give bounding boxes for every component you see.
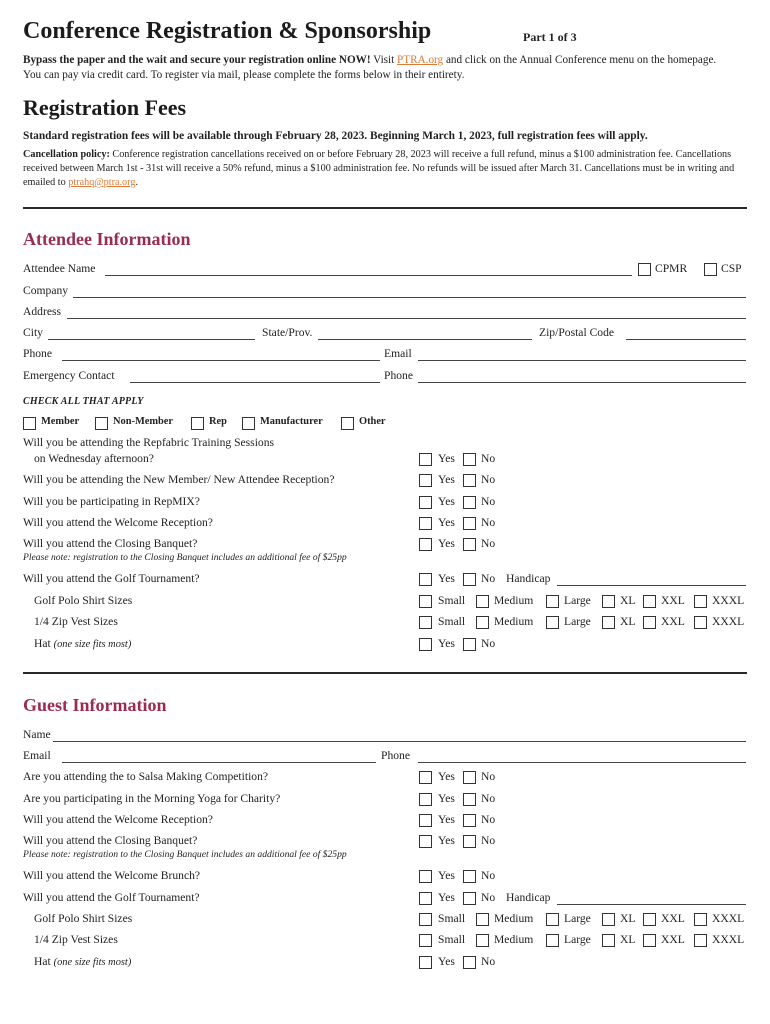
ptra-link[interactable]: PTRA.org bbox=[397, 54, 444, 66]
address-field[interactable] bbox=[67, 318, 746, 319]
cancel-end: . bbox=[135, 177, 139, 188]
vest-size-large-checkbox[interactable] bbox=[546, 616, 559, 629]
q-new-member-reception: Will you be attending the New Member/ New Attendee Reception? bbox=[23, 473, 335, 486]
q-yoga: Are you participating in the Morning Yoga for Charity? bbox=[23, 792, 281, 805]
q-guest-golf: Will you attend the Golf Tournament? bbox=[23, 891, 200, 904]
guest-closing-banquet-no-checkbox[interactable] bbox=[463, 835, 476, 848]
guest-hat-note: (one size fits most) bbox=[53, 957, 132, 968]
polo-size-medium-checkbox[interactable] bbox=[476, 595, 489, 608]
guest-polo-size-medium-checkbox[interactable] bbox=[476, 913, 489, 926]
guest-yoga-yes-checkbox[interactable] bbox=[419, 793, 432, 806]
guest-welcome-brunch-no-label: No bbox=[481, 869, 496, 882]
guest-vest-size-medium-checkbox[interactable] bbox=[476, 934, 489, 947]
golf-no-label: No bbox=[481, 572, 496, 585]
hat-yes-checkbox[interactable] bbox=[419, 638, 432, 651]
intro-text2: and click on the Annual Conference menu on the homepage. bbox=[443, 54, 717, 66]
city-field[interactable] bbox=[48, 339, 255, 340]
polo-size-small-label: Small bbox=[438, 594, 466, 607]
guest-closing-banquet-yes-label: Yes bbox=[438, 834, 455, 847]
manufacturer-label: Manufacturer bbox=[260, 416, 323, 427]
vest-size-medium-checkbox[interactable] bbox=[476, 616, 489, 629]
guest-yoga-yes-label: Yes bbox=[438, 792, 455, 805]
non-member-checkbox[interactable] bbox=[95, 417, 108, 430]
training-yes-label: Yes bbox=[438, 452, 455, 465]
guest-welcome-reception-no-label: No bbox=[481, 813, 496, 826]
guest-salsa-no-checkbox[interactable] bbox=[463, 771, 476, 784]
vest-size-xxl-checkbox[interactable] bbox=[643, 616, 656, 629]
guest-polo-size-xxxl-checkbox[interactable] bbox=[694, 913, 707, 926]
vest-size-xxl-label: XXL bbox=[661, 615, 685, 628]
form-title: Conference Registration & Sponsorship bbox=[23, 18, 432, 44]
hat-yes-label: Yes bbox=[438, 637, 455, 650]
vest-sizes-label: 1/4 Zip Vest Sizes bbox=[34, 615, 118, 628]
hat-no-label: No bbox=[481, 637, 496, 650]
cancel-email-link[interactable]: ptrahq@ptra.org bbox=[68, 177, 136, 188]
zip-field[interactable] bbox=[626, 339, 746, 340]
manufacturer-checkbox[interactable] bbox=[242, 417, 255, 430]
state-field[interactable] bbox=[318, 339, 532, 340]
polo-size-xl-label: XL bbox=[620, 594, 636, 607]
polo-size-xxxl-checkbox[interactable] bbox=[694, 595, 707, 608]
member-checkbox[interactable] bbox=[23, 417, 36, 430]
check-all-heading: CHECK ALL THAT APPLY bbox=[23, 396, 144, 407]
polo-size-xl-checkbox[interactable] bbox=[602, 595, 615, 608]
guest-polo-size-large-checkbox[interactable] bbox=[546, 913, 559, 926]
hat-note: (one size fits most) bbox=[53, 639, 132, 650]
guest-polo-size-small-label: Small bbox=[438, 912, 466, 925]
guest-welcome-brunch-yes-label: Yes bbox=[438, 869, 455, 882]
intro-bold: Bypass the paper and the wait and secure your registration online NOW! bbox=[23, 54, 371, 66]
q-welcome-reception: Will you attend the Welcome Reception? bbox=[23, 516, 213, 529]
guest-welcome-reception-yes-label: Yes bbox=[438, 813, 455, 826]
q-welcome-brunch: Will you attend the Welcome Brunch? bbox=[23, 869, 201, 882]
closing-banquet-no-checkbox[interactable] bbox=[463, 538, 476, 551]
guest-hat-label bbox=[34, 955, 131, 968]
vest-size-xl-label: XL bbox=[620, 615, 636, 628]
guest-polo-size-medium-label: Medium bbox=[494, 912, 534, 925]
intro-text1: Visit bbox=[370, 54, 398, 66]
vest-size-medium-label: Medium bbox=[494, 615, 534, 628]
guest-welcome-brunch-yes-checkbox[interactable] bbox=[419, 870, 432, 883]
guest-vest-size-large-label: Large bbox=[564, 933, 591, 946]
guest-vest-size-xl-checkbox[interactable] bbox=[602, 934, 615, 947]
intro-text bbox=[23, 53, 758, 83]
guest-welcome-reception-no-checkbox[interactable] bbox=[463, 814, 476, 827]
q-repmix: Will you be participating in RepMIX? bbox=[23, 495, 200, 508]
guest-salsa-no-label: No bbox=[481, 770, 496, 783]
guest-golf-yes-label: Yes bbox=[438, 891, 455, 904]
guest-polo-size-xl-label: XL bbox=[620, 912, 636, 925]
address-label: Address bbox=[23, 305, 61, 318]
fees-heading: Registration Fees bbox=[23, 95, 187, 120]
guest-hat-text: Hat bbox=[34, 955, 54, 968]
guest-polo-size-xxl-label: XXL bbox=[661, 912, 685, 925]
guest-vest-size-small-label: Small bbox=[438, 933, 466, 946]
golf-no-checkbox[interactable] bbox=[463, 573, 476, 586]
email-label: Email bbox=[384, 347, 412, 360]
company-label: Company bbox=[23, 284, 69, 297]
polo-sizes-label: Golf Polo Shirt Sizes bbox=[34, 594, 133, 607]
guest-email-label: Email bbox=[23, 749, 51, 762]
guest-golf-no-checkbox[interactable] bbox=[463, 892, 476, 905]
polo-size-xxl-label: XXL bbox=[661, 594, 685, 607]
new-member-reception-no-checkbox[interactable] bbox=[463, 474, 476, 487]
other-checkbox[interactable] bbox=[341, 417, 354, 430]
emergency-phone-field[interactable] bbox=[418, 382, 746, 383]
guest-golf-yes-checkbox[interactable] bbox=[419, 892, 432, 905]
banquet-note: Please note: registration to the Closing Banquet includes an additional fee of $25pp bbox=[23, 552, 347, 563]
emergency-contact-label: Emergency Contact bbox=[23, 369, 115, 382]
guest-vest-sizes-label: 1/4 Zip Vest Sizes bbox=[34, 933, 118, 946]
attendee-name-label: Attendee Name bbox=[23, 262, 96, 275]
new-member-reception-no-label: No bbox=[481, 473, 496, 486]
new-member-reception-yes-checkbox[interactable] bbox=[419, 474, 432, 487]
phone-field[interactable] bbox=[62, 360, 380, 361]
guest-salsa-yes-label: Yes bbox=[438, 770, 455, 783]
divider bbox=[23, 672, 747, 674]
other-label: Other bbox=[359, 416, 386, 427]
guest-golf-no-label: No bbox=[481, 891, 496, 904]
guest-hat-yes-label: Yes bbox=[438, 955, 455, 968]
guest-polo-size-small-checkbox[interactable] bbox=[419, 913, 432, 926]
zip-label: Zip/Postal Code bbox=[539, 326, 615, 339]
guest-polo-sizes-label: Golf Polo Shirt Sizes bbox=[34, 912, 133, 925]
guest-hat-no-checkbox[interactable] bbox=[463, 956, 476, 969]
guest-heading: Guest Information bbox=[23, 695, 167, 715]
vest-size-xxxl-checkbox[interactable] bbox=[694, 616, 707, 629]
golf-handicap-label: Handicap bbox=[506, 572, 551, 585]
hat-label bbox=[34, 637, 131, 650]
cancellation-policy bbox=[23, 148, 743, 190]
q-training-line2: on Wednesday afternoon? bbox=[34, 452, 154, 465]
q-guest-closing-banquet: Will you attend the Closing Banquet? bbox=[23, 834, 198, 847]
emergency-contact-field[interactable] bbox=[130, 382, 380, 383]
divider bbox=[23, 207, 747, 209]
polo-size-medium-label: Medium bbox=[494, 594, 534, 607]
non-member-label: Non-Member bbox=[113, 416, 174, 427]
cpmr-checkbox[interactable] bbox=[638, 263, 651, 276]
guest-salsa-yes-checkbox[interactable] bbox=[419, 771, 432, 784]
guest-vest-size-xxl-checkbox[interactable] bbox=[643, 934, 656, 947]
training-no-label: No bbox=[481, 452, 496, 465]
guest-welcome-reception-yes-checkbox[interactable] bbox=[419, 814, 432, 827]
guest-banquet-note: Please note: registration to the Closing Banquet includes an additional fee of $25pp bbox=[23, 849, 347, 860]
attendee-heading: Attendee Information bbox=[23, 229, 191, 249]
emergency-phone-label: Phone bbox=[384, 369, 413, 382]
q-guest-welcome-reception: Will you attend the Welcome Reception? bbox=[23, 813, 213, 826]
q-closing-banquet: Will you attend the Closing Banquet? bbox=[23, 537, 198, 550]
email-field[interactable] bbox=[418, 360, 746, 361]
training-no-checkbox[interactable] bbox=[463, 453, 476, 466]
golf-handicap-field[interactable] bbox=[557, 585, 746, 586]
guest-name-label: Name bbox=[23, 728, 51, 741]
vest-size-large-label: Large bbox=[564, 615, 591, 628]
rep-label: Rep bbox=[209, 416, 227, 427]
cancel-text: Conference registration cancellations received on or before February 28, 2023 will receive a full refund, minus a $100 administration fee. Cancellations received between March 1st - 31st will receive a 50% refund, minus a $100 administration fee. No refunds will be issued after March 31. Cancellations must be in writing and emailed to bbox=[23, 149, 735, 188]
guest-hat-yes-checkbox[interactable] bbox=[419, 956, 432, 969]
vest-size-small-label: Small bbox=[438, 615, 466, 628]
training-yes-checkbox[interactable] bbox=[419, 453, 432, 466]
csp-checkbox[interactable] bbox=[704, 263, 717, 276]
guest-yoga-no-checkbox[interactable] bbox=[463, 793, 476, 806]
guest-golf-handicap-field[interactable] bbox=[557, 904, 746, 905]
guest-vest-size-xl-label: XL bbox=[620, 933, 636, 946]
guest-email-field[interactable] bbox=[62, 762, 376, 763]
q-salsa: Are you attending the to Salsa Making Competition? bbox=[23, 770, 269, 783]
closing-banquet-yes-label: Yes bbox=[438, 537, 455, 550]
q-training-line1: Will you be attending the Repfabric Training Sessions bbox=[23, 436, 275, 449]
intro-line2: You can pay via credit card. To register via mail, please complete the forms below in their entirety. bbox=[23, 69, 465, 81]
guest-polo-size-large-label: Large bbox=[564, 912, 591, 925]
guest-polo-size-xxl-checkbox[interactable] bbox=[643, 913, 656, 926]
part-indicator: Part 1 of 3 bbox=[523, 30, 577, 44]
repmix-no-checkbox[interactable] bbox=[463, 496, 476, 509]
guest-phone-field[interactable] bbox=[418, 762, 746, 763]
closing-banquet-no-label: No bbox=[481, 537, 496, 550]
guest-vest-size-xxl-label: XXL bbox=[661, 933, 685, 946]
phone-label: Phone bbox=[23, 347, 52, 360]
polo-size-small-checkbox[interactable] bbox=[419, 595, 432, 608]
guest-golf-handicap-label: Handicap bbox=[506, 891, 551, 904]
guest-vest-size-xxxl-checkbox[interactable] bbox=[694, 934, 707, 947]
polo-size-large-label: Large bbox=[564, 594, 591, 607]
guest-vest-size-large-checkbox[interactable] bbox=[546, 934, 559, 947]
guest-yoga-no-label: No bbox=[481, 792, 496, 805]
guest-polo-size-xxxl-label: XXXL bbox=[712, 912, 745, 925]
guest-polo-size-xl-checkbox[interactable] bbox=[602, 913, 615, 926]
csp-label: CSP bbox=[721, 262, 742, 275]
guest-name-field[interactable] bbox=[53, 741, 746, 742]
repmix-no-label: No bbox=[481, 495, 496, 508]
guest-vest-size-xxxl-label: XXXL bbox=[712, 933, 745, 946]
rep-checkbox[interactable] bbox=[191, 417, 204, 430]
guest-phone-label: Phone bbox=[381, 749, 410, 762]
member-label: Member bbox=[41, 416, 80, 427]
guest-closing-banquet-yes-checkbox[interactable] bbox=[419, 835, 432, 848]
welcome-reception-yes-checkbox[interactable] bbox=[419, 517, 432, 530]
welcome-reception-no-label: No bbox=[481, 516, 496, 529]
welcome-reception-no-checkbox[interactable] bbox=[463, 517, 476, 530]
new-member-reception-yes-label: Yes bbox=[438, 473, 455, 486]
vest-size-xl-checkbox[interactable] bbox=[602, 616, 615, 629]
company-field[interactable] bbox=[73, 297, 746, 298]
cpmr-label: CPMR bbox=[655, 262, 688, 275]
vest-size-xxxl-label: XXXL bbox=[712, 615, 745, 628]
polo-size-large-checkbox[interactable] bbox=[546, 595, 559, 608]
attendee-name-field[interactable] bbox=[105, 275, 632, 276]
guest-vest-size-small-checkbox[interactable] bbox=[419, 934, 432, 947]
guest-vest-size-medium-label: Medium bbox=[494, 933, 534, 946]
closing-banquet-yes-checkbox[interactable] bbox=[419, 538, 432, 551]
guest-closing-banquet-no-label: No bbox=[481, 834, 496, 847]
hat-no-checkbox[interactable] bbox=[463, 638, 476, 651]
standard-fees-text: Standard registration fees will be available through February 28, 2023. Beginning March 1, 2023, full registration fees will apply. bbox=[23, 130, 648, 142]
guest-welcome-brunch-no-checkbox[interactable] bbox=[463, 870, 476, 883]
polo-size-xxxl-label: XXXL bbox=[712, 594, 745, 607]
repmix-yes-checkbox[interactable] bbox=[419, 496, 432, 509]
cancel-label: Cancellation policy: bbox=[23, 149, 110, 160]
hat-text: Hat bbox=[34, 637, 54, 650]
polo-size-xxl-checkbox[interactable] bbox=[643, 595, 656, 608]
repmix-yes-label: Yes bbox=[438, 495, 455, 508]
welcome-reception-yes-label: Yes bbox=[438, 516, 455, 529]
golf-yes-label: Yes bbox=[438, 572, 455, 585]
guest-hat-no-label: No bbox=[481, 955, 496, 968]
q-golf-tournament: Will you attend the Golf Tournament? bbox=[23, 572, 200, 585]
vest-size-small-checkbox[interactable] bbox=[419, 616, 432, 629]
state-label: State/Prov. bbox=[262, 326, 313, 339]
golf-yes-checkbox[interactable] bbox=[419, 573, 432, 586]
city-label: City bbox=[23, 326, 43, 339]
